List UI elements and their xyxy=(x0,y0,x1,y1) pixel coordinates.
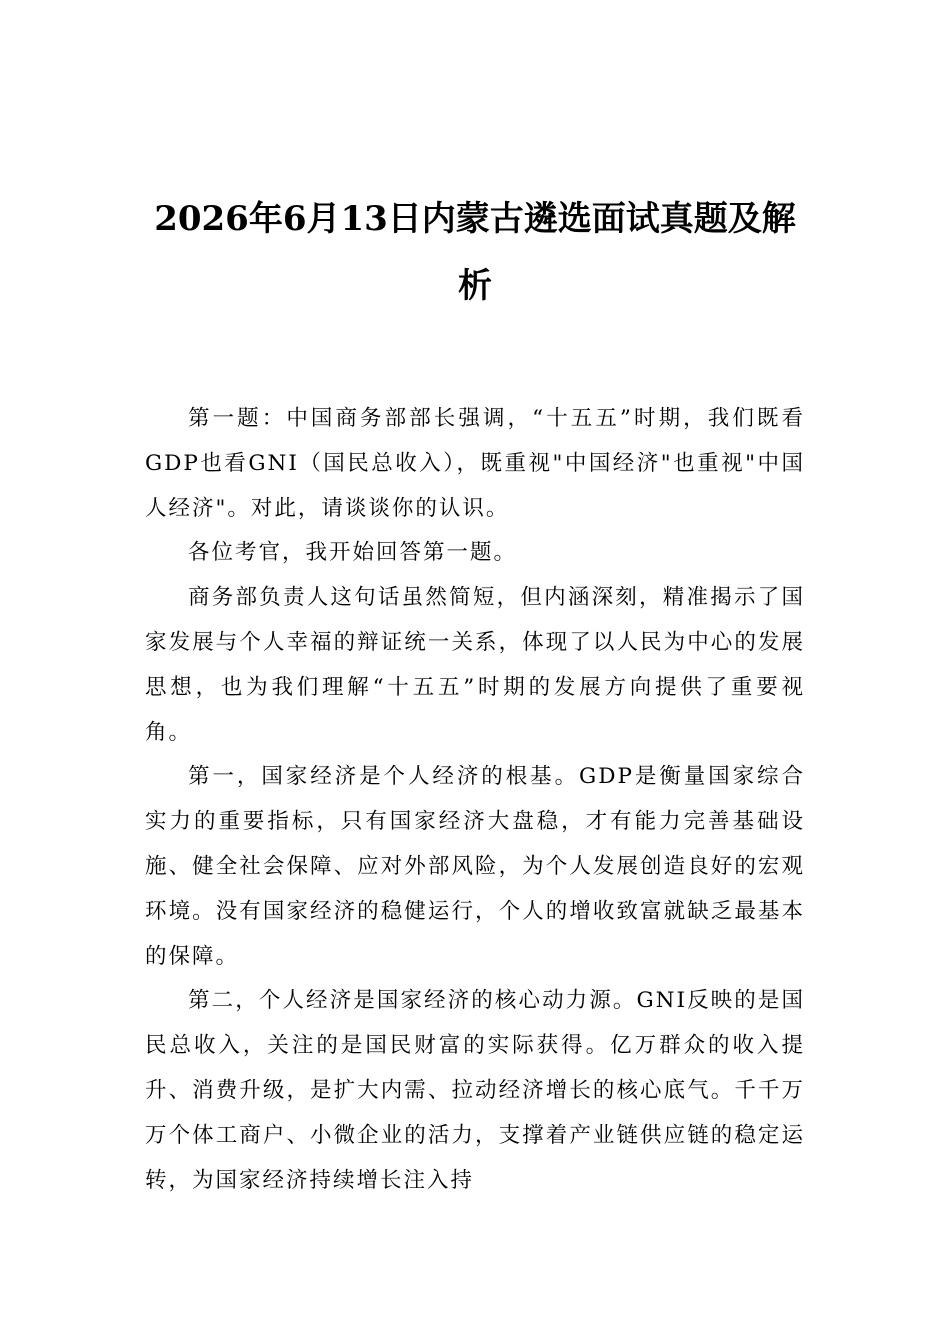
paragraph-question: 第一题：中国商务部部长强调，“十五五”时期，我们既看GDP也看GNI（国民总收入），既重视"中国经济"也重视"中国人经济"。对此，请谈谈你的认识。 xyxy=(145,406,805,521)
paragraph-opening: 各位考官，我开始回答第一题。 xyxy=(188,540,518,566)
document-body xyxy=(145,397,805,1203)
paragraph-point-two: 第二，个人经济是国家经济的核心动力源。GNI反映的是国民总收入，关注的是国民财富的实际获得。亿万群众的收入提升、消费升级，是扩大内需、拉动经济增长的核心底气。千千万万个体工商户、小微企业的活力，支撑着产业链供应链的稳定运转，为国家经济持续增长注入持 xyxy=(145,988,805,1193)
paragraph-intro: 商务部负责人这句话虽然简短，但内涵深刻，精准揭示了国家发展与个人幸福的辩证统一关系，体现了以人民为中心的发展思想，也为我们理解“十五五”时期的发展方向提供了重要视角。 xyxy=(145,585,805,745)
paragraph-point-one: 第一，国家经济是个人经济的根基。GDP是衡量国家综合实力的重要指标，只有国家经济大盘稳，才有能力完善基础设施、健全社会保障、应对外部风险，为个人发展创造良好的宏观环境。没有国家经济的稳健运行，个人的增收致富就缺乏最基本的保障。 xyxy=(145,764,805,969)
document-title: 2026年6月13日内蒙古遴选面试真题及解析 xyxy=(154,199,796,306)
